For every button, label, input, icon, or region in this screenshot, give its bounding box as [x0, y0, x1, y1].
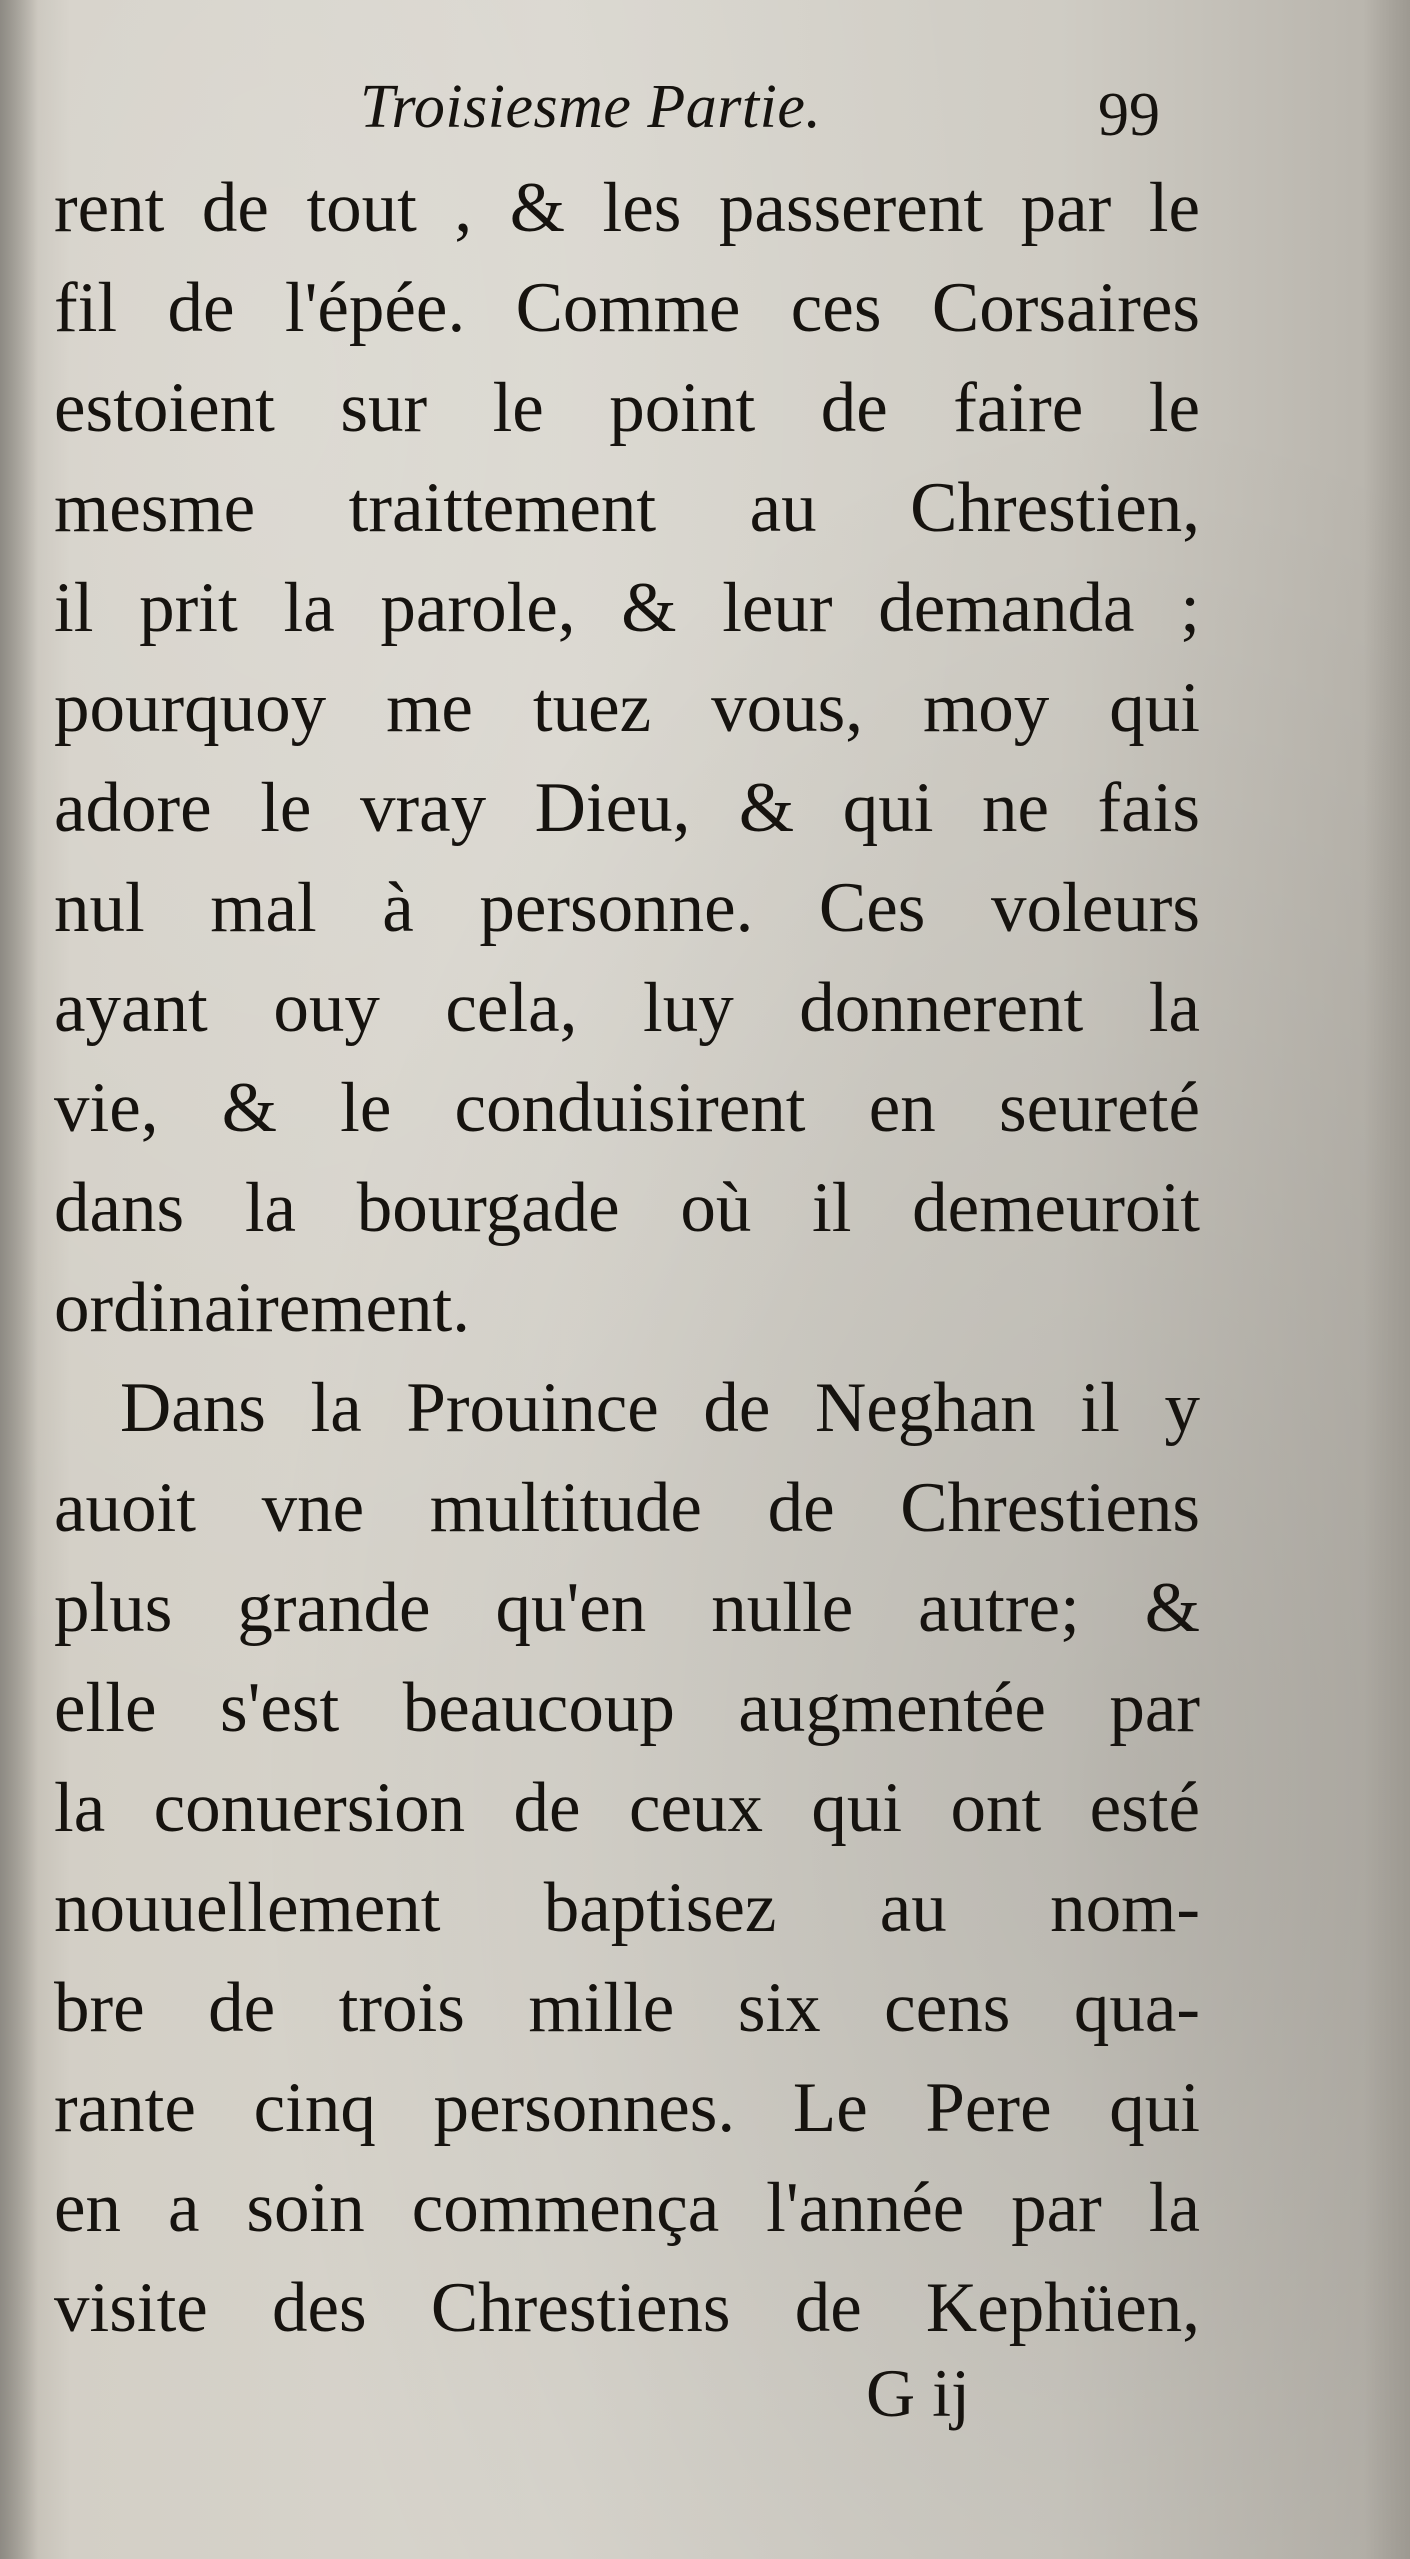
- text-line: en a soin commença l'année par la: [54, 2169, 1200, 2247]
- body-text: [54, 158, 1200, 2358]
- text-line: ayant ouy cela, luy donnerent la: [54, 969, 1200, 1047]
- text-line: fil de l'épée. Comme ces Corsaires: [54, 269, 1200, 347]
- page-number: 99: [1098, 81, 1160, 149]
- text-line: ordinairement.: [54, 1269, 470, 1347]
- signature-mark: G ij: [866, 2355, 970, 2431]
- text-line: elle s'est beaucoup augmentée par: [54, 1669, 1200, 1747]
- text-line: auoit vne multitude de Chrestiens: [54, 1469, 1200, 1547]
- text-line: dans la bourgade où il demeuroit: [54, 1169, 1200, 1247]
- text-line: plus grande qu'en nulle autre; &: [54, 1569, 1200, 1647]
- text-line: vie, & le conduisirent en seureté: [54, 1069, 1200, 1147]
- text-line: pourquoy me tuez vous, moy qui: [54, 669, 1200, 747]
- text-line: nul mal à personne. Ces voleurs: [54, 869, 1200, 947]
- paragraph-first-line: Dans la Prouince de Neghan il y: [120, 1369, 1200, 1447]
- text-line: adore le vray Dieu, & qui ne fais: [54, 769, 1200, 847]
- running-title: Troisiesme Partie.: [360, 73, 822, 141]
- text-line: rent de tout , & les passerent par le: [54, 169, 1200, 247]
- text-line: il prit la parole, & leur demanda ;: [54, 569, 1200, 647]
- text-line: estoient sur le point de faire le: [54, 369, 1200, 447]
- text-line: visite des Chrestiens de Kephüen,: [54, 2269, 1200, 2347]
- text-line: nouuellement baptisez au nom-: [54, 1869, 1200, 1947]
- text-line: bre de trois mille six cens qua-: [54, 1969, 1200, 2047]
- text-line: la conuersion de ceux qui ont esté: [54, 1769, 1200, 1847]
- text-line: rante cinq personnes. Le Pere qui: [54, 2069, 1200, 2147]
- text-line: mesme traittement au Chrestien,: [54, 469, 1200, 547]
